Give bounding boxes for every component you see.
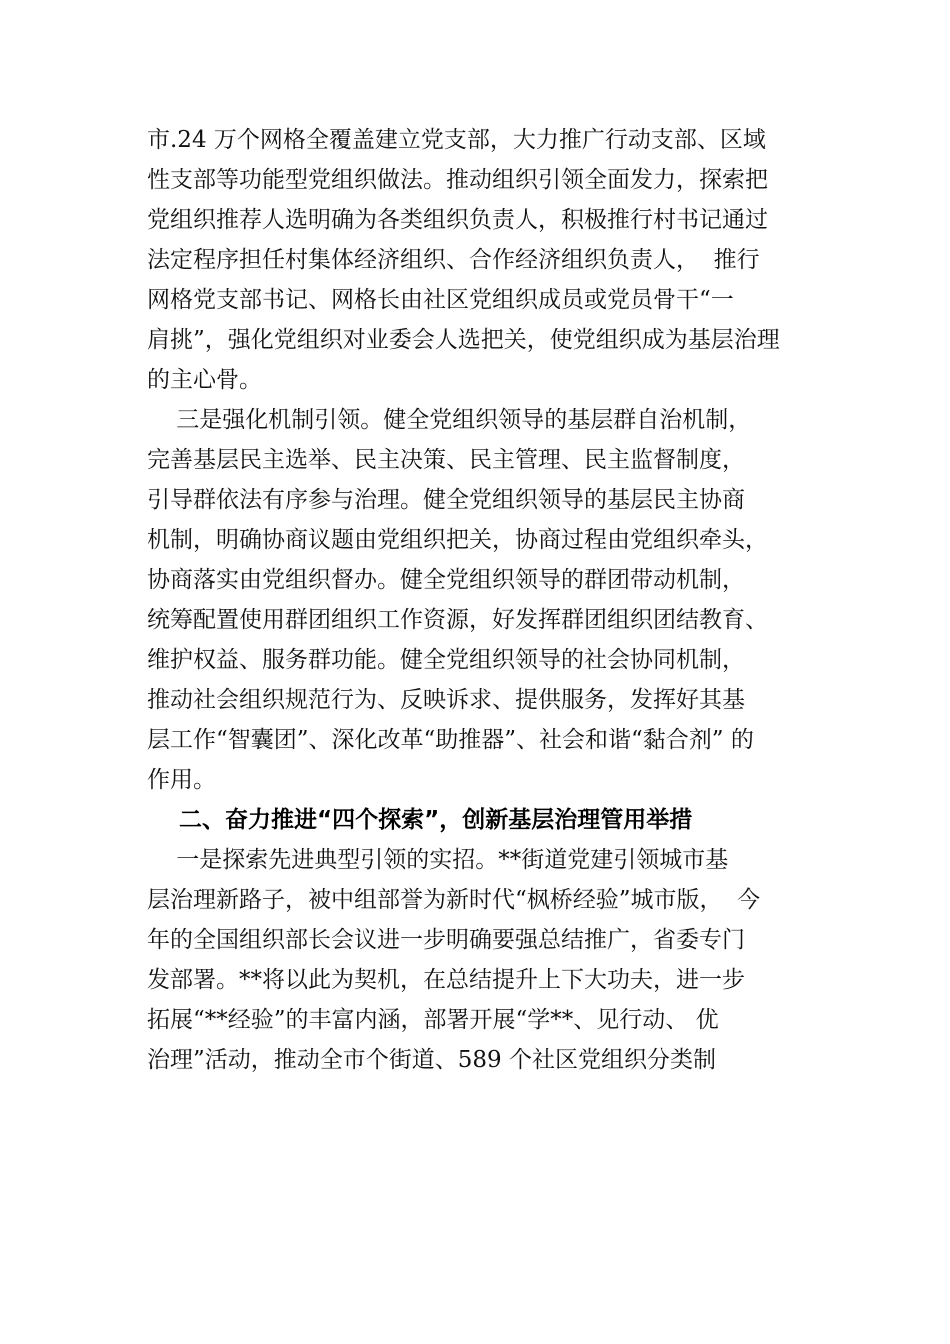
paragraph-line: 作用。 [147,767,216,793]
paragraph-line: 党组织推荐人选明确为各类组织负责人，积极推行村书记通过 [147,207,768,233]
paragraph-line: 完善基层民主选举、民主决策、民主管理、民主监督制度， [147,447,745,473]
paragraph-line: 统筹配置使用群团组织工作资源，好发挥群团组织团结教育、 [147,607,768,633]
paragraph-line: 三是强化机制引领。健全党组织领导的基层群自治机制， [147,407,752,433]
paragraph-line: 发部署。**将以此为契机，在总结提升上下大功夫，进一步 [147,967,745,993]
paragraph-line: 层工作“智囊团”、深化改革“助推器”、社会和谐“黏合剂” 的 [147,727,754,753]
paragraph-line: 层治理新路子，被中组部誉为新时代“枫桥经验”城市版， 今 [147,887,761,913]
paragraph-line: 的主心骨。 [147,367,262,393]
paragraph-line: 年的全国组织部长会议进一步明确要强总结推广，省委专门 [147,927,745,953]
section-heading: 二、奋力推进“四个探索”，创新基层治理管用举措 [147,807,693,833]
paragraph-line: 法定程序担任村集体经济组织、合作经济组织负责人， 推行 [147,247,760,273]
paragraph-line: 机制，明确协商议题由党组织把关，协商过程由党组织牵头， [147,527,768,553]
paragraph-line: 一是探索先进典型引领的实招。**街道党建引领城市基 [147,847,729,873]
paragraph-line: 网格党支部书记、网格长由社区党组织成员或党员骨干“一 [147,287,734,313]
paragraph-line: 市.24 万个网格全覆盖建立党支部，大力推广行动支部、区域 [147,127,766,153]
paragraph-line: 拓展“**经验”的丰富内涵，部署开展“学**、见行动、 优 [147,1007,719,1033]
paragraph-line: 协商落实由党组织督办。健全党组织领导的群团带动机制， [147,567,745,593]
paragraph-line: 推动社会组织规范行为、反映诉求、提供服务，发挥好其基 [147,687,745,713]
paragraph-line: 性支部等功能型党组织做法。推动组织引领全面发力，探索把 [147,167,768,193]
paragraph-line: 引导群依法有序参与治理。健全党组织领导的基层民主协商 [147,487,745,513]
paragraph-line: 维护权益、服务群功能。健全党组织领导的社会协同机制， [147,647,745,673]
paragraph-line: 肩挑”，强化党组织对业委会人选把关，使党组织成为基层治理 [147,327,780,353]
paragraph-line: 治理”活动，推动全市个街道、589 个社区党组织分类制 [147,1047,716,1073]
